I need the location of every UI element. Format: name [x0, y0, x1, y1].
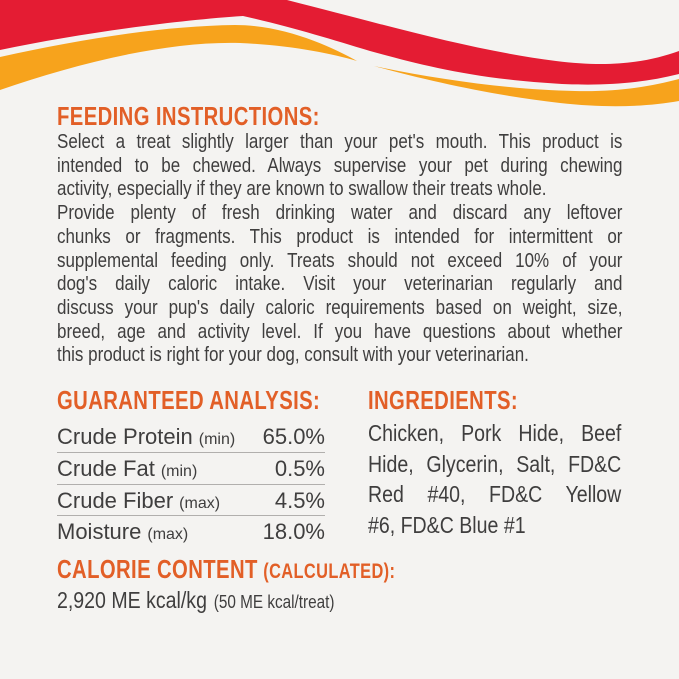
calorie-value-note: (50 ME kcal/treat) [213, 592, 335, 612]
analysis-row [57, 515, 325, 546]
analysis-row-label-group [57, 516, 188, 550]
analysis-row [57, 452, 325, 483]
analysis-row [57, 421, 325, 452]
analysis-row-label-group [57, 421, 235, 455]
feeding-text-line: activity, especially if they are known to swallow their treats whole. [57, 178, 547, 201]
feeding-text-line: this product is right for your dog, consult with your veterinarian. [57, 344, 529, 367]
analysis-row-qualifier: (max) [179, 494, 221, 512]
feeding-text-line: breed, age and activity level. If you have questions about whether [57, 320, 623, 343]
analysis-row-label: Crude Fiber [57, 487, 174, 513]
calorie-content-heading-main: CALORIE CONTENT [57, 554, 258, 584]
feeding-text-line: chunks or fragments. This product is intended for intermittent or [57, 225, 623, 248]
ingredients-text-line: Red #40, FD&C Yellow [368, 481, 622, 508]
analysis-row-label: Moisture [57, 519, 142, 545]
guaranteed-analysis-heading: GUARANTEED ANALYSIS: [57, 385, 321, 415]
analysis-row-qualifier: (max) [147, 526, 189, 544]
calorie-content-heading [57, 556, 395, 585]
calorie-content-heading-note: (CALCULATED): [263, 560, 396, 583]
calorie-value-line [57, 587, 334, 614]
ingredients-heading: INGREDIENTS: [368, 385, 519, 415]
analysis-row-qualifier: (min) [198, 431, 236, 448]
feeding-text-line: dog's daily caloric intake. Visit your veterinarian regularly and [57, 273, 623, 296]
analysis-row-value: 65.0% [262, 424, 325, 449]
analysis-row-value: 0.5% [274, 456, 325, 482]
feeding-text-line: Provide plenty of fresh drinking water and discard any leftover [57, 202, 623, 225]
analysis-row [57, 484, 325, 515]
analysis-row-label: Crude Fat [57, 456, 155, 482]
analysis-row-label: Crude Protein [57, 424, 193, 449]
ingredients-text-line: #6, FD&C Blue #1 [368, 512, 526, 539]
ingredients-text-line: Hide, Glycerin, Salt, FD&C [368, 450, 622, 477]
feeding-text-line: intended to be chewed. Always supervise your pet during chewing [57, 154, 623, 177]
feeding-text-line: Select a treat slightly larger than your pet's mouth. This product is [57, 131, 623, 153]
analysis-row-label-group [57, 485, 220, 519]
feeding-text-line: discuss your pup's daily caloric requirements based on weight, size, [57, 296, 623, 319]
ingredients-text [368, 418, 621, 541]
ingredients-text-line: Chicken, Pork Hide, Beef [368, 420, 622, 446]
analysis-row-value: 18.0% [262, 519, 325, 545]
analysis-row-qualifier: (min) [160, 463, 198, 481]
analysis-row-label-group [57, 453, 197, 487]
feeding-text-line: supplemental feeding only. Treats should not exceed 10% of your [57, 249, 623, 272]
guaranteed-analysis-table [57, 421, 325, 547]
calorie-value: 2,920 ME kcal/kg [57, 587, 207, 613]
feeding-instructions-heading: FEEDING INSTRUCTIONS: [57, 101, 320, 131]
feeding-instructions-text [57, 131, 622, 368]
analysis-row-value: 4.5% [274, 487, 325, 513]
